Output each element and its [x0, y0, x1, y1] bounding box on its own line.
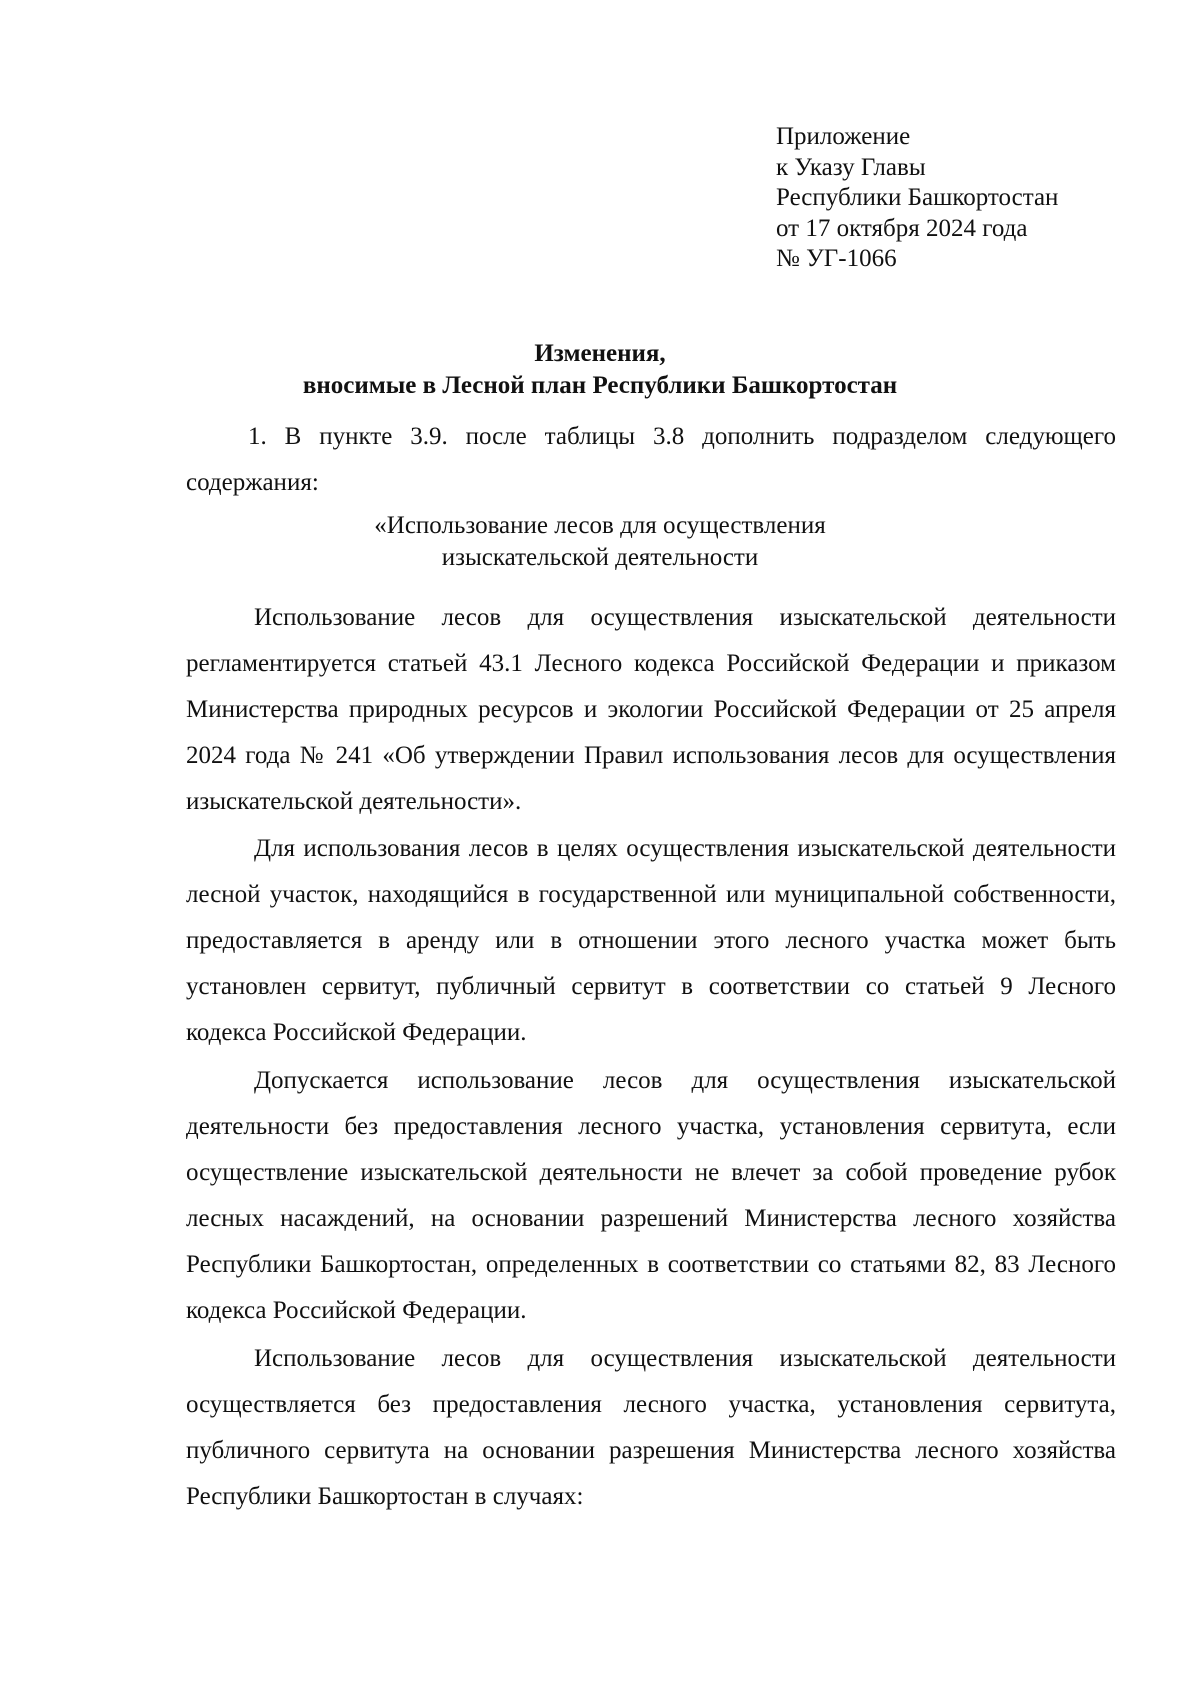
paragraph: Использование лесов для осуществления изыскательской деятельности регламентируется статьей 43.1 Лесного кодекса Российской Федерации и приказом Министерства природных ресурсов и экологии Российской Федерации от 25 апреля 2024 года № 241 «Об утверждении Правил использования лесов для осуществления изыскательской деятельности». — [186, 604, 1116, 815]
document-title — [0, 338, 1200, 402]
appendix-date: от 17 октября 2024 года — [776, 214, 1028, 242]
appendix-line: к Указу Главы — [776, 153, 926, 181]
appendix-header — [776, 122, 1058, 275]
appendix-line: Республики Башкортостан — [776, 184, 1059, 211]
subtitle-line: изыскательской деятельности — [441, 544, 759, 571]
paragraph: Допускается использование лесов для осуществления изыскательской деятельности без предоставления лесного участка, установления сервитута, если осуществление изыскательской деятельности не влечет за собой проведение рубок лесных насаждений, на основании разрешений Министерства лесного хозяйства Республики Башкортостан, определенных в соответствии со статьями 82, 83 Лесного кодекса Российской Федерации. — [186, 1067, 1116, 1324]
appendix-number: № УГ-1066 — [776, 245, 897, 272]
subtitle-line: «Использование лесов для осуществления — [374, 512, 826, 539]
appendix-line: Приложение — [776, 123, 911, 150]
paragraph: Для использования лесов в целях осуществления изыскательской деятельности лесной участок, находящийся в государственной или муниципальной собственности, предоставляется в аренду или в отношении этого лесного участка может быть установлен сервитут, публичный сервитут в соответствии со статьей 9 Лесного кодекса Российской Федерации. — [186, 835, 1116, 1046]
title-line: вносимые в Лесной план Республики Башкортостан — [302, 372, 898, 399]
paragraph-intro: 1. В пункте 3.9. после таблицы 3.8 дополнить подразделом следующего содержания: — [186, 423, 1116, 496]
paragraph: Использование лесов для осуществления изыскательской деятельности осуществляется без предоставления лесного участка, установления сервитута, публичного сервитута на основании разрешения Министерства лесного хозяйства Республики Башкортостан в случаях: — [186, 1345, 1116, 1510]
title-line: Изменения, — [534, 340, 666, 367]
section-subtitle — [0, 510, 1200, 574]
